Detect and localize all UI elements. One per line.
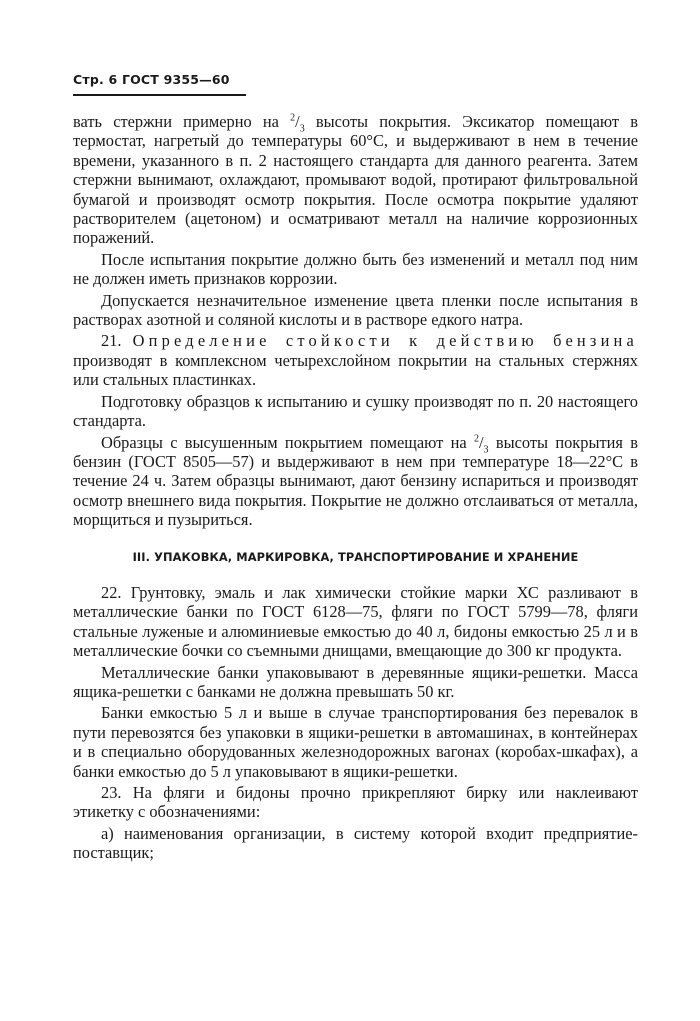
paragraph-list-a: а) наименования организации, в систему которой входит предприятие-поставщик; [73, 823, 638, 863]
standard-code: ГОСТ 9355—60 [121, 72, 230, 87]
header-rule [73, 94, 246, 96]
paragraph-5: Подготовку образцов к испытанию и сушку производят по п. 20 настоящего стандарта. [73, 391, 638, 431]
section-heading: III. УПАКОВКА, МАРКИРОВКА, ТРАНСПОРТИРОВАНИЕ И ХРАНЕНИЕ [132, 549, 579, 564]
fraction-numerator: 2 [290, 112, 296, 124]
paragraph-9: Банки емкостью 5 л и выше в случае транспортирования без перевалок в пути перевозятся без упаковки в ящики-решетки в автомашинах, в контейнерах и в специально оборудованных железнодорожных вагонах (коробах-шкафах), а банки емкостью до 5 л упаковывают в ящики-решетки. [73, 703, 638, 781]
paragraph-1: вать стержни примерно на $^2/_3$ высоты покрытия. Эксикатор помещают в термостат, нагретый до температуры 60°С, и выдерживают в нем в течение времени, указанного в п. 2 настоящего стандарта для данного реагента. Затем стержни вынимают, охлаждают, промывают водой, протирают фильтровальной бумагой и производят осмотр покрытия. После осмотра покрытие удаляют растворителем (ацетоном) и осматривают металл на наличие коррозионных поражений. [73, 112, 638, 248]
page-header [73, 72, 230, 87]
paragraph-2: После испытания покрытие должно быть без изменений и металл под ним не должен иметь признаков коррозии. [73, 249, 638, 289]
spaced-heading: Определение стойкости к действию бензина [132, 331, 638, 351]
fraction-denominator: 3 [299, 123, 305, 135]
document-body [73, 112, 638, 865]
paragraph-22: 22. Грунтовку, эмаль и лак химически стойкие марки ХС разливают в металлические банки по ГОСТ 6128—75, фляги по ГОСТ 5799—78, фляги стальные луженые и алюминиевые емкостью до 40 л, бидоны емкостью 25 л и в металлические бочки со съемными днищами, вмещающие до 300 кг продукта. [73, 582, 638, 661]
paragraph-23: 23. На фляги и бидоны прочно прикрепляют бирку или наклеивают этикетку с обозначениями: [73, 783, 638, 822]
page-number: Стр. 6 [73, 72, 118, 87]
paragraph-8: Металлические банки упаковывают в деревянные ящики-решетки. Масса ящика-решетки с банками не должна превышать 50 кг. [73, 662, 638, 701]
paragraph-3: Допускается незначительное изменение цвета пленки после испытания в растворах азотной и соляной кислоты и в растворе едкого натра. [73, 290, 638, 330]
paragraph-21: 21. Определение стойкости к действию бензина производят в комплексном четырехслойном покрытии на стальных стержнях или стальных пластинках. [73, 331, 638, 390]
paragraph-6: Образцы с высушенным покрытием помещают на $^2/_3$ высоты покрытия в бензин (ГОСТ 8505—57) и выдерживают в нем при температуре 18—22°С в течение 24 ч. Затем образцы вынимают, дают бензину испариться и производят осмотр внешнего вида покрытия. Покрытие не должно отслаиваться от металла, морщиться и пузыриться. [73, 432, 638, 530]
